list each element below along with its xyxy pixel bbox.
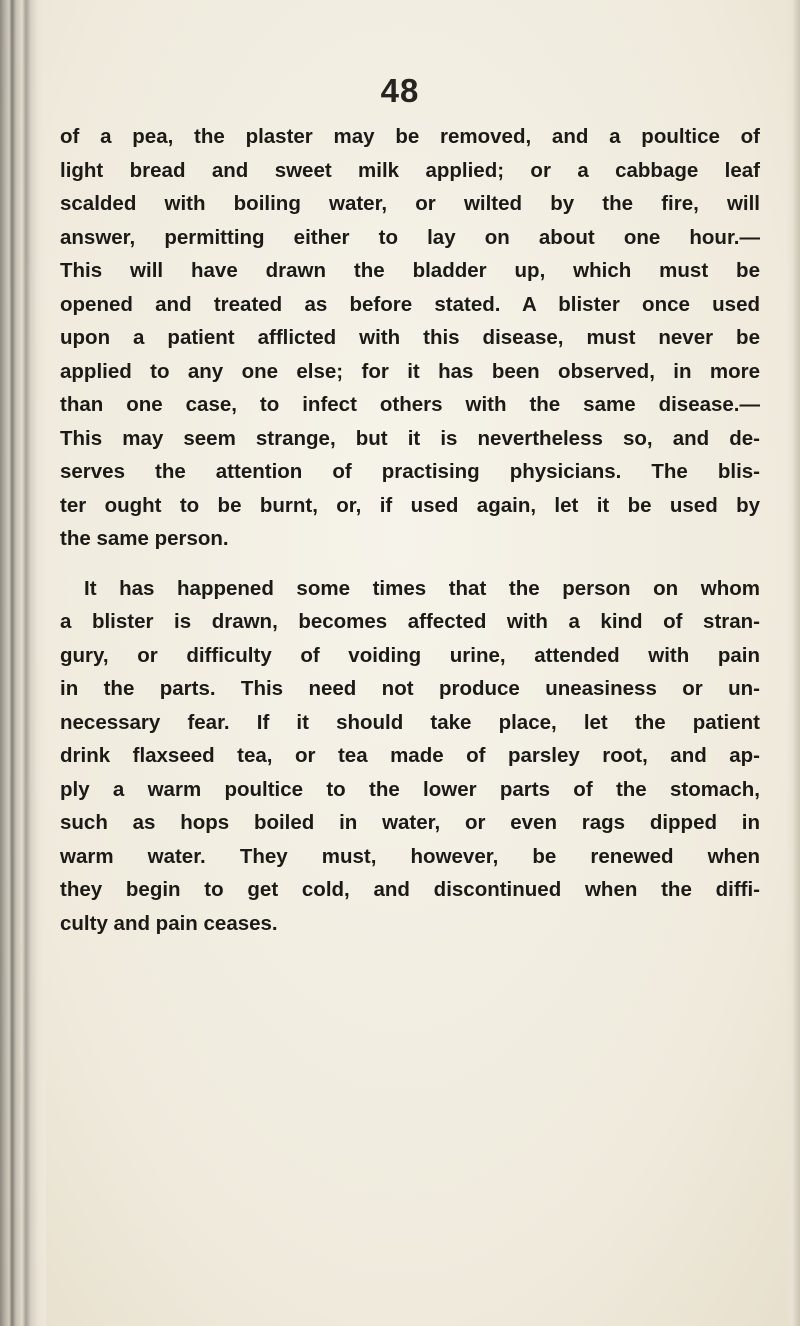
text-line: such as hops boiled in water, or even rags dipped in (60, 811, 760, 834)
paragraph-2 (60, 572, 760, 941)
text-line: scalded with boiling water, or wilted by the fire, will (60, 192, 760, 215)
text-line: serves the attention of practising physicians. The blis- (60, 460, 760, 483)
text-line: gury, or difficulty of voiding urine, attended with pain (60, 643, 760, 667)
text-line: warm water. They must, however, be renewed when (60, 844, 760, 868)
text-line: drink flaxseed tea, or tea made of parsley root, and ap- (60, 744, 760, 767)
text-line: This may seem strange, but it is nevertheless so, and de- (60, 426, 760, 450)
text-line: they begin to get cold, and discontinued when the diffi- (60, 878, 760, 901)
text-line: than one case, to infect others with the same disease.— (60, 393, 760, 416)
text-line: This will have drawn the bladder up, which must be (60, 259, 760, 282)
page-number: 48 (380, 72, 420, 109)
text-line: light bread and sweet milk applied; or a cabbage leaf (60, 158, 760, 182)
paragraph-gap (60, 556, 760, 572)
text-line: ply a warm poultice to the lower parts of the stomach, (60, 777, 760, 801)
paragraph-1 (60, 120, 760, 556)
text-line: necessary fear. If it should take place, let the patient (60, 710, 760, 734)
text-line: ter ought to be burnt, or, if used again, let it be used by (60, 493, 760, 517)
text-line: in the parts. This need not produce uneasiness or un- (60, 677, 760, 700)
text-line: a blister is drawn, becomes affected with a kind of stran- (60, 610, 760, 633)
text-line: culty and pain ceases. (60, 911, 278, 935)
text-line: of a pea, the plaster may be removed, and a poultice of (60, 125, 760, 148)
page-edge-shadow (786, 0, 800, 1326)
text-line: the same person. (60, 527, 229, 550)
text-line: upon a patient afflicted with this disease, must never be (60, 326, 760, 349)
text-line: applied to any one else; for it has been observed, in more (60, 359, 760, 383)
body-text (60, 120, 760, 940)
text-line: It has happened some times that the person on whom (84, 576, 760, 600)
text-line: answer, permitting either to lay on about one hour.— (60, 225, 760, 249)
binding-gutter (0, 0, 46, 1326)
text-line: opened and treated as before stated. A blister once used (60, 292, 760, 316)
